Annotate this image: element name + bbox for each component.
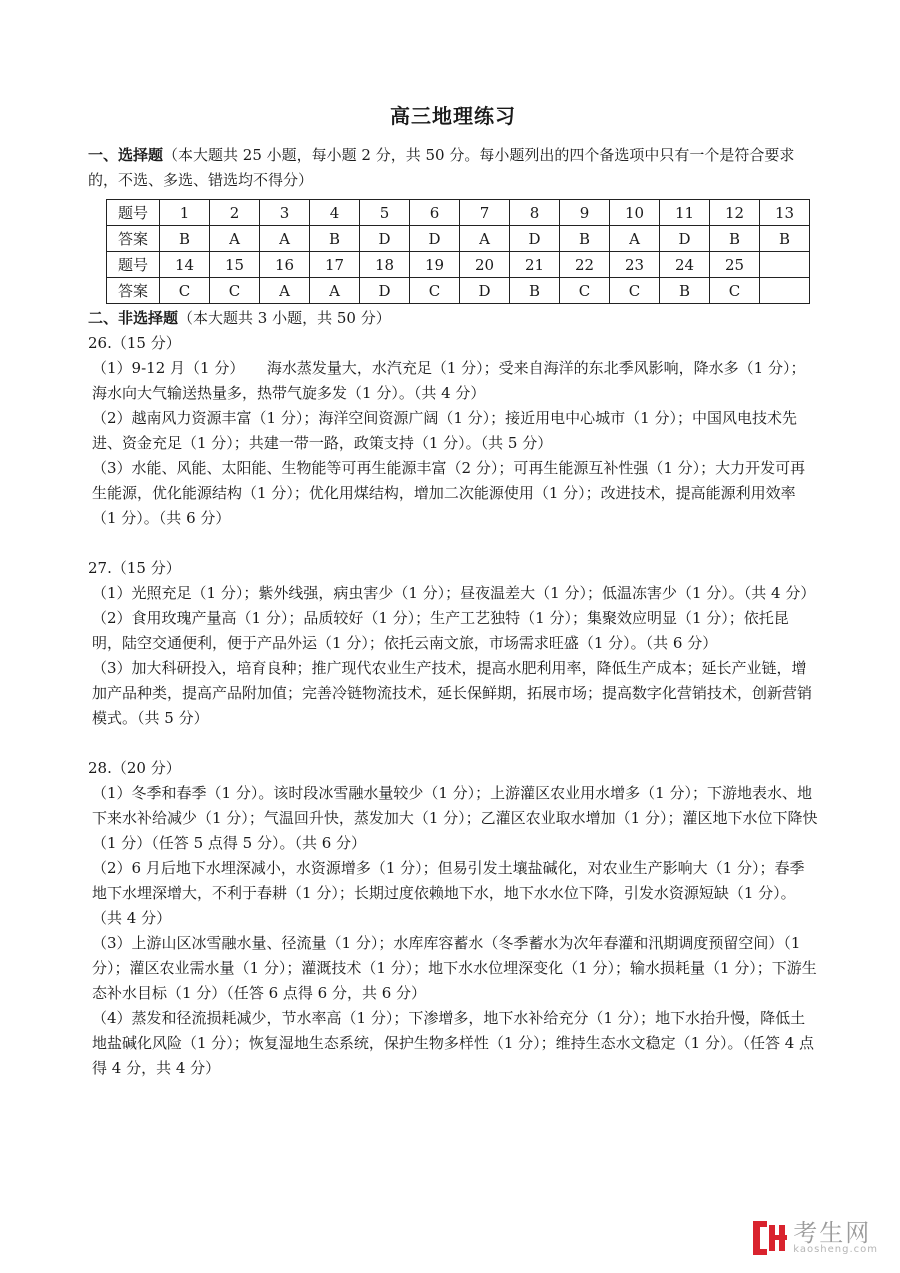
- spacer: [88, 531, 818, 556]
- answer-table: [106, 199, 810, 304]
- cell: D: [510, 226, 560, 252]
- answer-row-2: [107, 278, 810, 304]
- answer-sheet: [88, 100, 818, 1081]
- cell: 21: [510, 252, 560, 278]
- cell: 20: [460, 252, 510, 278]
- row-label: 题号: [107, 200, 160, 226]
- cell: A: [260, 226, 310, 252]
- question-number-row-1: [107, 200, 810, 226]
- section2-heading: 二、非选择题: [88, 309, 179, 327]
- cell: A: [210, 226, 260, 252]
- q27-part1: （1）光照充足（1 分）；紫外线强，病虫害少（1 分）；昼夜温差大（1 分）；低温冻害少（1 分）。（共 4 分）: [92, 584, 816, 602]
- cell: 15: [210, 252, 260, 278]
- q26-part2: （2）越南风力资源丰富（1 分）；海洋空间资源广阔（1 分）；接近用电中心城市（1 分）；中国风电技术先进、资金充足（1 分）；共建一带一路，政策支持（1 分）。（共 5 分）: [92, 409, 797, 452]
- cell: D: [360, 226, 410, 252]
- cell: 24: [660, 252, 710, 278]
- cell: B: [760, 226, 810, 252]
- cell: 2: [210, 200, 260, 226]
- cell: 23: [610, 252, 660, 278]
- section1-intro: [88, 143, 818, 193]
- watermark-text: [793, 1221, 878, 1255]
- cell: B: [710, 226, 760, 252]
- cell: C: [210, 278, 260, 304]
- cell: B: [310, 226, 360, 252]
- cell: D: [660, 226, 710, 252]
- q26-part1: （1）9-12 月（1 分） 海水蒸发量大，水汽充足（1 分）；受来自海洋的东北季风影响，降水多（1 分）；海水向大气输送热量多，热带气旋多发（1 分）。（共 4 分）: [92, 359, 806, 402]
- cell: A: [310, 278, 360, 304]
- cell: A: [460, 226, 510, 252]
- cell: D: [460, 278, 510, 304]
- cell: C: [710, 278, 760, 304]
- cell: [760, 278, 810, 304]
- row-label: 答案: [107, 226, 160, 252]
- cell: 4: [310, 200, 360, 226]
- cell: 19: [410, 252, 460, 278]
- section1-description: （本大题共 25 小题，每小题 2 分，共 50 分。每小题列出的四个备选项中只有一个是符合要求的，不选、多选、错选均不得分）: [88, 146, 795, 189]
- cell: 14: [160, 252, 210, 278]
- cell: 1: [160, 200, 210, 226]
- q27-part3: （3）加大科研投入，培育良种；推广现代农业生产技术，提高水肥利用率，降低生产成本；延长产业链，增加产品种类，提高产品附加值；完善冷链物流技术，延长保鲜期，拓展市场；提高数字化营销技术，创新营销模式。（共 5 分）: [92, 659, 813, 727]
- cell: B: [660, 278, 710, 304]
- cell: 25: [710, 252, 760, 278]
- q27-part2: （2）食用玫瑰产量高（1 分）；品质较好（1 分）；生产工艺独特（1 分）；集聚效应明显（1 分）；依托昆明，陆空交通便利，便于产品外运（1 分）；依托云南文旅，市场需求旺盛（1 分）。（共 6 分）: [92, 609, 789, 652]
- q27-number: 27.（15 分）: [88, 559, 181, 577]
- cell: 8: [510, 200, 560, 226]
- cell: B: [560, 226, 610, 252]
- cell: 11: [660, 200, 710, 226]
- spacer: [88, 731, 818, 756]
- section2-description: （本大题共 3 小题，共 50 分）: [178, 309, 391, 327]
- cell: 9: [560, 200, 610, 226]
- row-label: 答案: [107, 278, 160, 304]
- cell: C: [410, 278, 460, 304]
- q28-part4: （4）蒸发和径流损耗减少，节水率高（1 分）；下渗增多，地下水补给充分（1 分）；地下水抬升慢，降低土地盐碱化风险（1 分）；恢复湿地生态系统，保护生物多样性（1 分）；维持生态水文稳定（1 分）。（任答 4 点得 4 分，共 4 分）: [92, 1009, 815, 1077]
- cell: A: [260, 278, 310, 304]
- cell: C: [610, 278, 660, 304]
- cell: 7: [460, 200, 510, 226]
- cell: 13: [760, 200, 810, 226]
- cell: D: [410, 226, 460, 252]
- cell: 6: [410, 200, 460, 226]
- cell: A: [610, 226, 660, 252]
- page-title: 高三地理练习: [390, 104, 516, 128]
- kaosheng-logo-icon: [753, 1221, 787, 1255]
- watermark: [753, 1221, 878, 1255]
- cell: 18: [360, 252, 410, 278]
- cell: 12: [710, 200, 760, 226]
- watermark-name: 考生网: [793, 1219, 872, 1247]
- answer-row-1: [107, 226, 810, 252]
- cell: 3: [260, 200, 310, 226]
- q28-number: 28.（20 分）: [88, 759, 181, 777]
- cell: 5: [360, 200, 410, 226]
- cell: B: [160, 226, 210, 252]
- cell: D: [360, 278, 410, 304]
- cell: [760, 252, 810, 278]
- section1-heading: 一、选择题: [88, 146, 164, 164]
- cell: 17: [310, 252, 360, 278]
- q28-part3: （3）上游山区冰雪融水量、径流量（1 分）；水库库容蓄水（冬季蓄水为次年春灌和汛期调度预留空间）（1 分）；灌区农业需水量（1 分）；灌溉技术（1 分）；地下水水位埋深变化（1 分）；输水损耗量（1 分）；下游生态补水目标（1 分）（任答 6 点得 6 分，共 6 分）: [92, 934, 817, 1002]
- cell: C: [160, 278, 210, 304]
- cell: 10: [610, 200, 660, 226]
- section2-intro: [88, 306, 818, 331]
- q26-number: 26.（15 分）: [88, 334, 181, 352]
- row-label: 题号: [107, 252, 160, 278]
- cell: C: [560, 278, 610, 304]
- q28-part1: （1）冬季和春季（1 分）。该时段冰雪融水量较少（1 分）；上游灌区农业用水增多（1 分）；下游地表水、地下来水补给减少（1 分）；气温回升快，蒸发加大（1 分）；乙灌区农业取水增加（1 分）；灌区地下水位下降快（1 分）（任答 5 点得 5 分）。（共 6 分）: [92, 784, 818, 852]
- question-number-row-2: [107, 252, 810, 278]
- q28-part2: （2）6 月后地下水埋深减小，水资源增多（1 分）；但易引发土壤盐碱化，对农业生产影响大（1 分）；春季地下水埋深增大，不利于春耕（1 分）；长期过度依赖地下水，地下水水位下降，引发水资源短缺（1 分）。（共 4 分）: [92, 859, 805, 927]
- cell: 16: [260, 252, 310, 278]
- q26-part3: （3）水能、风能、太阳能、生物能等可再生能源丰富（2 分）；可再生能源互补性强（1 分）；大力开发可再生能源，优化能源结构（1 分）；优化用煤结构，增加二次能源使用（1 分）；改进技术，提高能源利用效率（1 分）。（共 6 分）: [92, 459, 806, 527]
- watermark-url: kaosheng.com: [793, 1244, 878, 1255]
- cell: B: [510, 278, 560, 304]
- cell: 22: [560, 252, 610, 278]
